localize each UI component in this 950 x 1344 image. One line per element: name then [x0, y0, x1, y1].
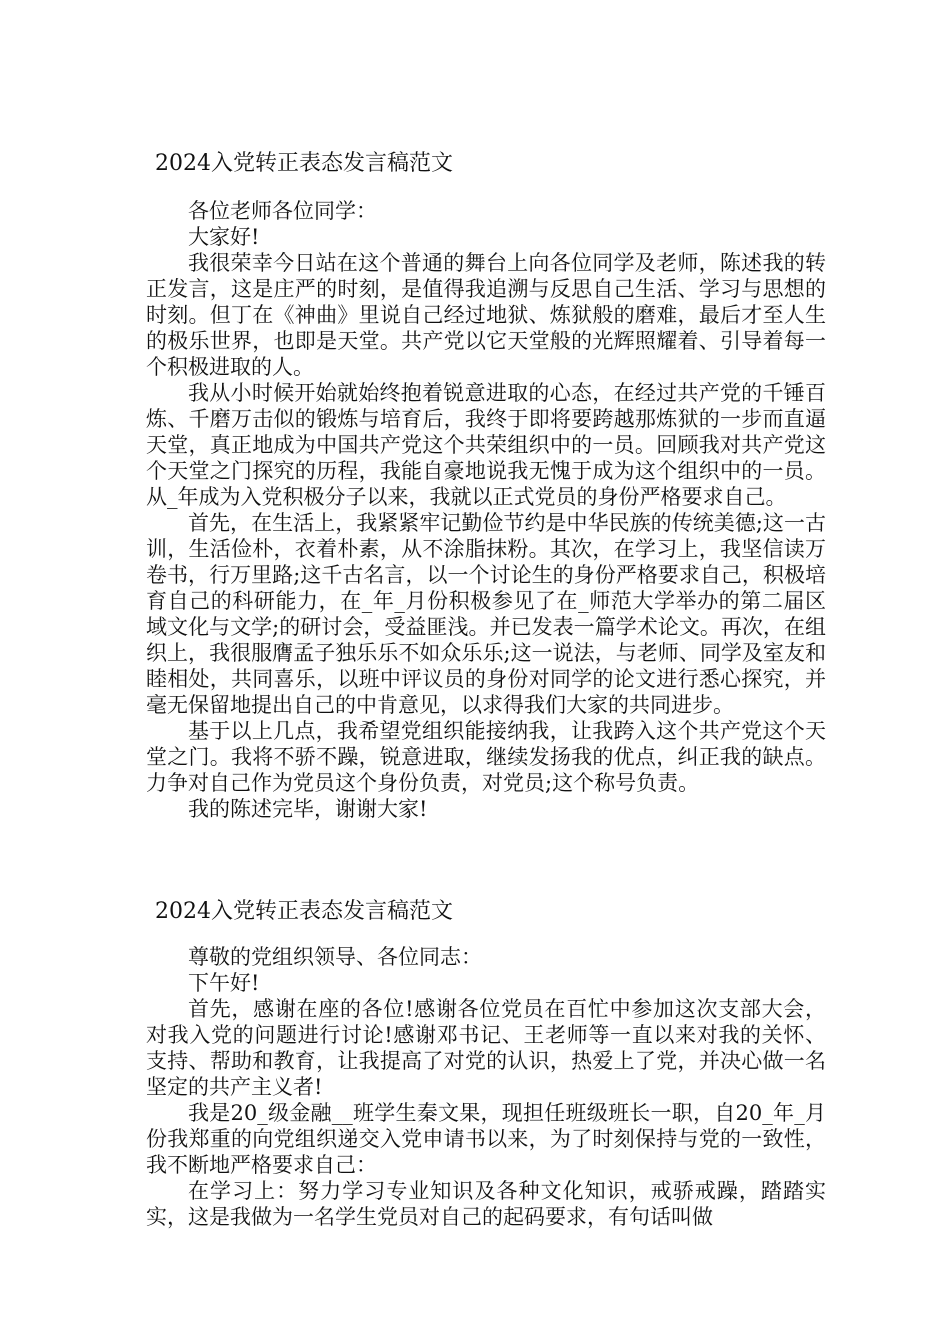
salutation: 各位老师各位同学： — [188, 199, 377, 223]
paragraph: 首先，在生活上，我紧紧牢记勤俭节约是中华民族的传统美德;这一古训，生活俭朴，衣着朴素，从不涂脂抹粉。其次，在学习上，我坚信读万卷书，行万里路;这千古名言，以一个讨论生的身份严格要求自己，积极培育自己的科研能力，在_年_月份积极参见了在_师范大学举办的第二届区域文化与文学;的研讨会，受益匪浅。并已发表一篇学术论文。再次，在组织上，我很服膺孟子独乐乐不如众乐乐;这一说法，与老师、同学及室友和睦相处，共同喜乐，以班中评议员的身份对同学的论文进行悉心探究，并毫无保留地提出自己的中肯意见，以求得我们大家的共同进步。 — [146, 511, 826, 717]
paragraph: 我从小时候开始就始终抱着锐意进取的心态，在经过共产党的千锤百炼、千磨万击似的锻炼与培育后，我终于即将要跨越那炼狱的一步而直逼天堂，真正地成为中国共产党这个共荣组织中的一员。回顾我对共产党这个天堂之门探究的历程，我能自豪地说我无愧于成为这个组织中的一员。从_年成为入党积极分子以来，我就以正式党员的身份严格要求自己。 — [146, 381, 826, 509]
document-title: 2024入党转正表态发言稿范文 — [155, 151, 453, 176]
greeting: 下午好! — [188, 971, 260, 995]
greeting: 大家好! — [188, 225, 260, 249]
salutation: 尊敬的党组织领导、各位同志： — [188, 945, 482, 969]
paragraph: 我很荣幸今日站在这个普通的舞台上向各位同学及老师，陈述我的转正发言，这是庄严的时刻，是值得我追溯与反思自己生活、学习与思想的时刻。但丁在《神曲》里说自己经过地狱、炼狱般的磨难，最后才至人生的极乐世界，也即是天堂。共产党以它天堂般的光辉照耀着、引导着每一个积极进取的人。 — [146, 251, 826, 379]
speech-body-2 — [146, 944, 826, 1230]
paragraph: 在学习上：努力学习专业知识及各种文化知识，戒骄戒躁，踏踏实实，这是我做为一名学生党员对自己的起码要求，有句话叫做 — [146, 1179, 826, 1229]
paragraph: 基于以上几点，我希望党组织能接纳我，让我跨入这个共产党这个天堂之门。我将不骄不躁，锐意进取，继续发扬我的优点，纠正我的缺点。力争对自己作为党员这个身份负责，对党员;这个称号负责。 — [146, 719, 826, 795]
paragraph: 我是20_级金融__班学生秦文果，现担任班级班长一职，自20_年_月份我郑重的向党组织递交入党申请书以来，为了时刻保持与党的一致性，我不断地严格要求自己： — [146, 1101, 826, 1177]
speech-body-1 — [146, 198, 826, 822]
closing-line: 我的陈述完毕，谢谢大家! — [188, 797, 428, 821]
paragraph: 首先，感谢在座的各位!感谢各位党员在百忙中参加这次支部大会，对我入党的问题进行讨论!感谢邓书记、王老师等一直以来对我的关怀、支持、帮助和教育，让我提高了对党的认识，热爱上了党，并决心做一名坚定的共产主义者! — [146, 997, 826, 1099]
document-title-2: 2024入党转正表态发言稿范文 — [155, 899, 453, 924]
